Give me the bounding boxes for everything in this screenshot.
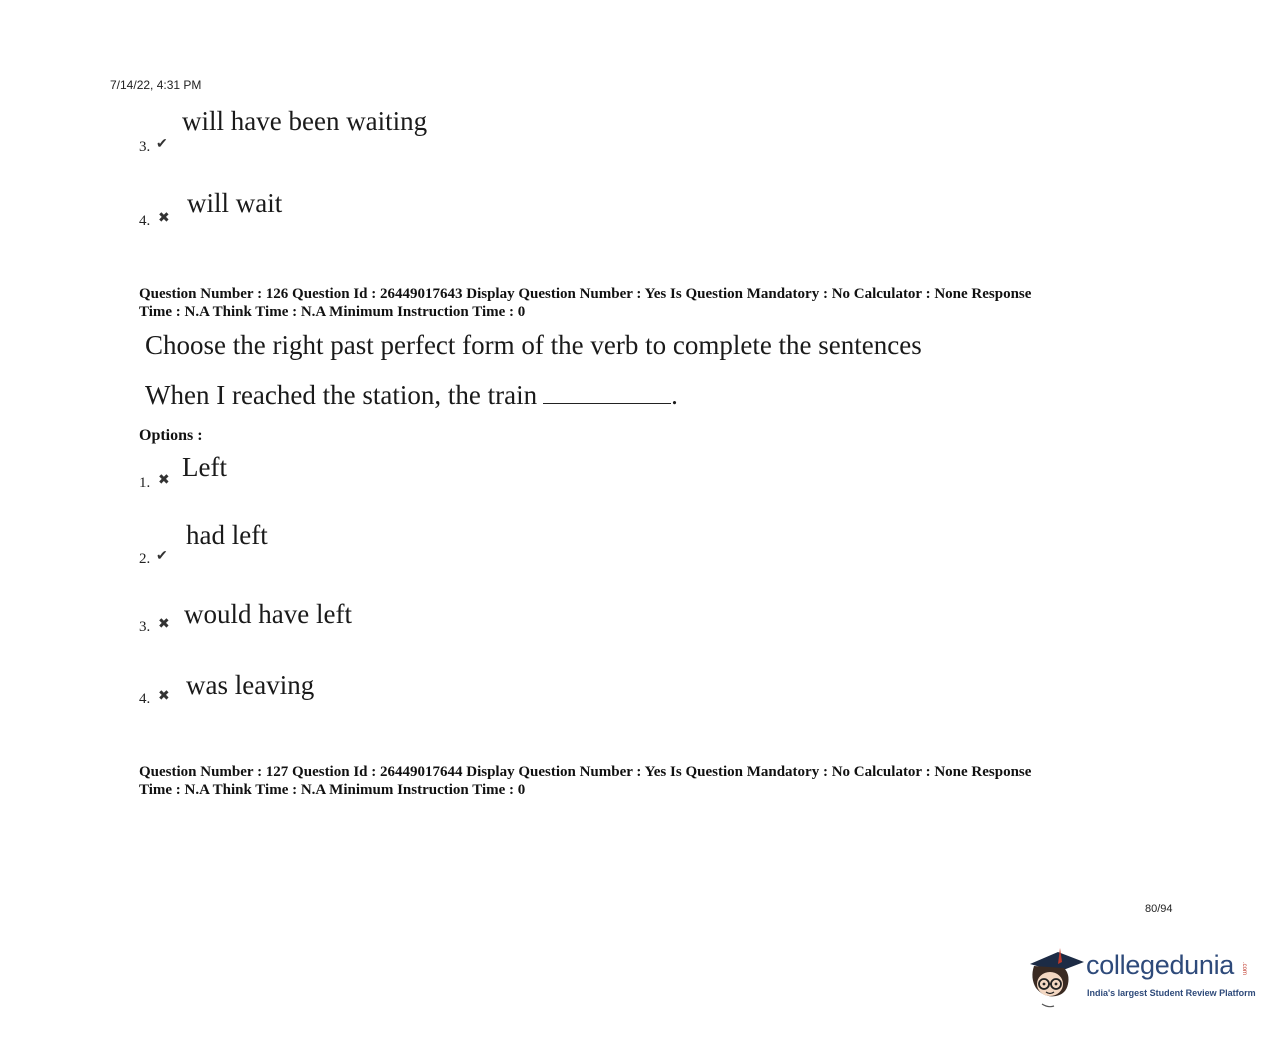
option-text: will have been waiting [182,106,428,136]
wrong-cross-icon: ✖ [158,617,170,632]
sentence-period: . [671,380,678,410]
wrong-cross-icon: ✖ [158,473,170,488]
option-number: 3. [139,619,151,635]
correct-check-icon: ✔ [156,549,168,564]
option-text: will wait [187,188,283,218]
meta-line: Question Number : 127 Question Id : 26449017644 Display Question Number : Yes Is Question Mandatory : No Calculator : None Response [139,764,1032,780]
brand-name: collegedunia [1086,950,1235,980]
question-127-meta [139,763,1149,799]
question-instruction: Choose the right past perfect form of the verb to complete the sentences [145,330,922,360]
option-number: 3. [139,139,151,155]
option-text: had left [186,520,268,550]
page-number: 80/94 [1145,903,1173,915]
question-sentence [145,379,678,411]
meta-line: Time : N.A Think Time : N.A Minimum Instruction Time : 0 [139,782,526,798]
option-text: would have left [184,599,352,629]
option-text: Left [182,452,227,482]
wrong-cross-icon: ✖ [158,211,170,226]
option-number: 4. [139,691,151,707]
question-126-meta [139,285,1149,321]
meta-line: Question Number : 126 Question Id : 26449017643 Display Question Number : Yes Is Question Mandatory : No Calculator : None Response [139,286,1032,302]
fill-in-blank [543,379,671,404]
print-timestamp: 7/14/22, 4:31 PM [110,78,202,92]
mascot-icon [1024,938,1086,1010]
sentence-text: When I reached the station, the train [145,380,538,410]
option-number: 2. [139,551,151,567]
options-label: Options : [139,427,203,444]
option-text: was leaving [186,670,315,700]
option-number: 4. [139,213,151,229]
wrong-cross-icon: ✖ [158,689,170,704]
brand-tagline: India's largest Student Review Platform [1087,988,1256,998]
option-number: 1. [139,475,151,491]
brand-com: .com [1241,962,1247,976]
meta-line: Time : N.A Think Time : N.A Minimum Instruction Time : 0 [139,304,526,320]
correct-check-icon: ✔ [156,137,168,152]
